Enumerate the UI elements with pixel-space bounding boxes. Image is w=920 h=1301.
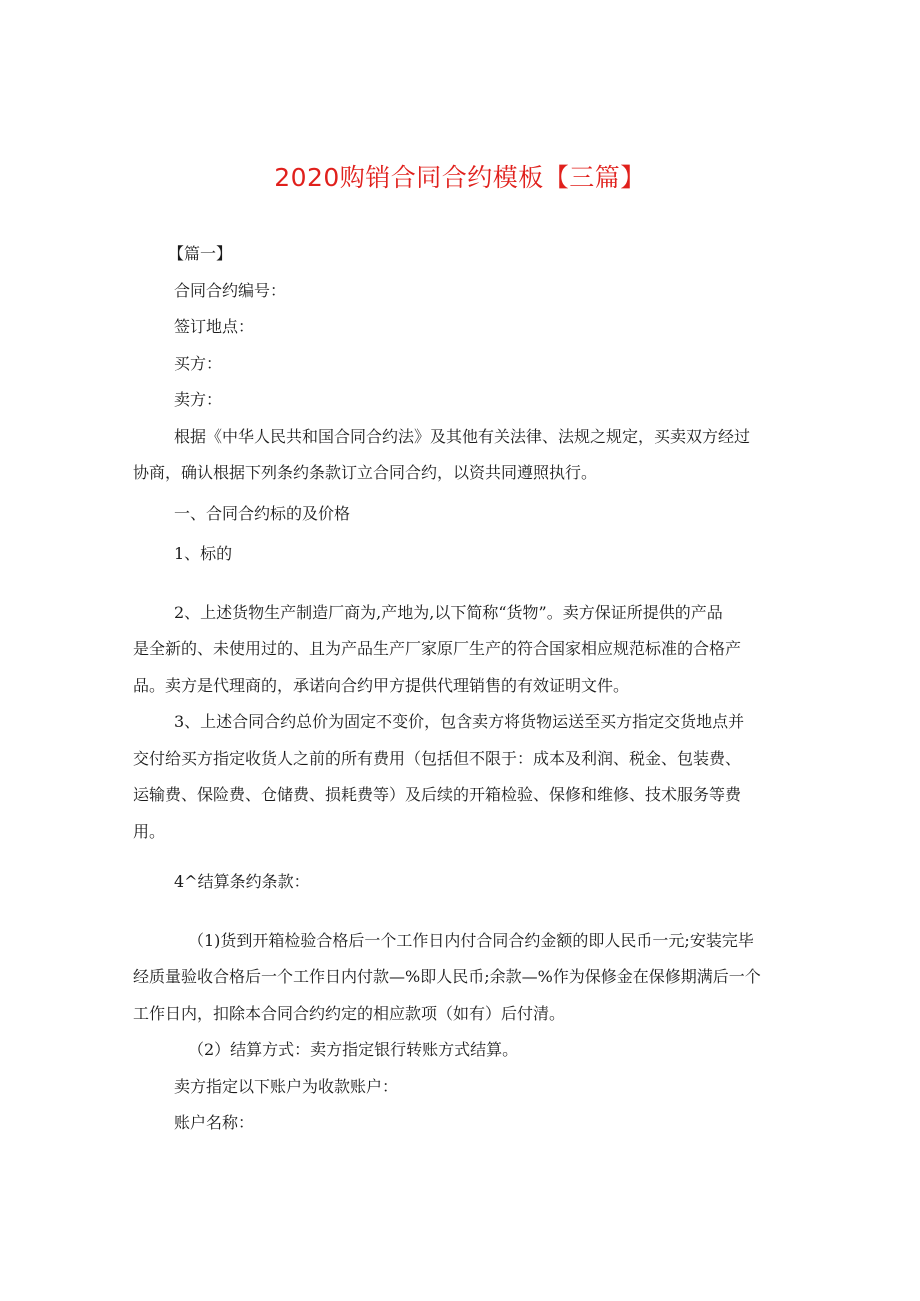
intro-line-2: 协商，确认根据下列条约条款订立合同合约，以资共同遵照执行。 bbox=[133, 463, 598, 482]
account-name-field: 账户名称： bbox=[174, 1113, 255, 1132]
buyer-field: 买方： bbox=[174, 353, 223, 373]
sub-1-line-3: 工作日内，扣除本合同合约约定的相应款项（如有）后付清。 bbox=[133, 1003, 566, 1023]
intro-paragraph bbox=[133, 419, 786, 492]
item-3-line-1: 3、上述合同合约总价为固定不变价，包含卖方将货物运送至买方指定交货地点并 bbox=[174, 712, 745, 731]
intro-line-1: 根据《中华人民共和国合同合约法》及其他有关法律、法规之规定，买卖双方经过 bbox=[174, 426, 751, 446]
item-2-paragraph bbox=[133, 595, 786, 705]
account-intro: 卖方指定以下账户为收款账户： bbox=[174, 1076, 399, 1096]
sign-place-field: 签订地点： bbox=[174, 317, 255, 336]
item-2-line-3: 品。卖方是代理商的，承诺向合约甲方提供代理销售的有效证明文件。 bbox=[133, 675, 630, 695]
item-3-line-2: 交付给买方指定收货人之前的所有费用（包括但不限于：成本及利润、税金、包装费、 bbox=[133, 748, 742, 768]
item-1: 1、标的 bbox=[174, 544, 233, 563]
sub-1-paragraph bbox=[133, 923, 786, 1033]
seller-field: 卖方： bbox=[174, 390, 223, 409]
contract-no-field: 合同合约编号： bbox=[174, 280, 287, 300]
item-3-paragraph bbox=[133, 704, 786, 850]
sub-2: （2）结算方式：卖方指定银行转账方式结算。 bbox=[188, 1040, 519, 1059]
item-3-line-3: 运输费、保险费、仓储费、损耗费等）及后续的开箱检验、保修和维修、技术服务等费 bbox=[133, 785, 742, 804]
sub-1-line-2: 经质量验收合格后一个工作日内付款—%即人民币;余款—%作为保修金在保修期满后一个 bbox=[133, 967, 761, 986]
item-4: 4^结算条约条款： bbox=[174, 872, 310, 891]
item-3-line-4: 用。 bbox=[133, 821, 166, 841]
document-title: 2020购销合同合约模板【三篇】 bbox=[274, 163, 646, 192]
item-2-line-2: 是全新的、未使用过的、且为产品生产厂家原厂生产的符合国家相应规范标准的合格产 bbox=[133, 639, 742, 658]
sub-1-line-1: （1)货到开箱检验合格后一个工作日内付合同合约金额的即人民币一元;安装完毕 bbox=[188, 930, 754, 950]
document-body bbox=[133, 236, 786, 1142]
section-heading: 【篇一】 bbox=[168, 244, 233, 263]
clause-1-heading: 一、合同合约标的及价格 bbox=[174, 503, 351, 523]
item-2-line-1: 2、上述货物生产制造厂商为,产地为,以下简称“货物”。卖方保证所提供的产品 bbox=[174, 602, 723, 622]
